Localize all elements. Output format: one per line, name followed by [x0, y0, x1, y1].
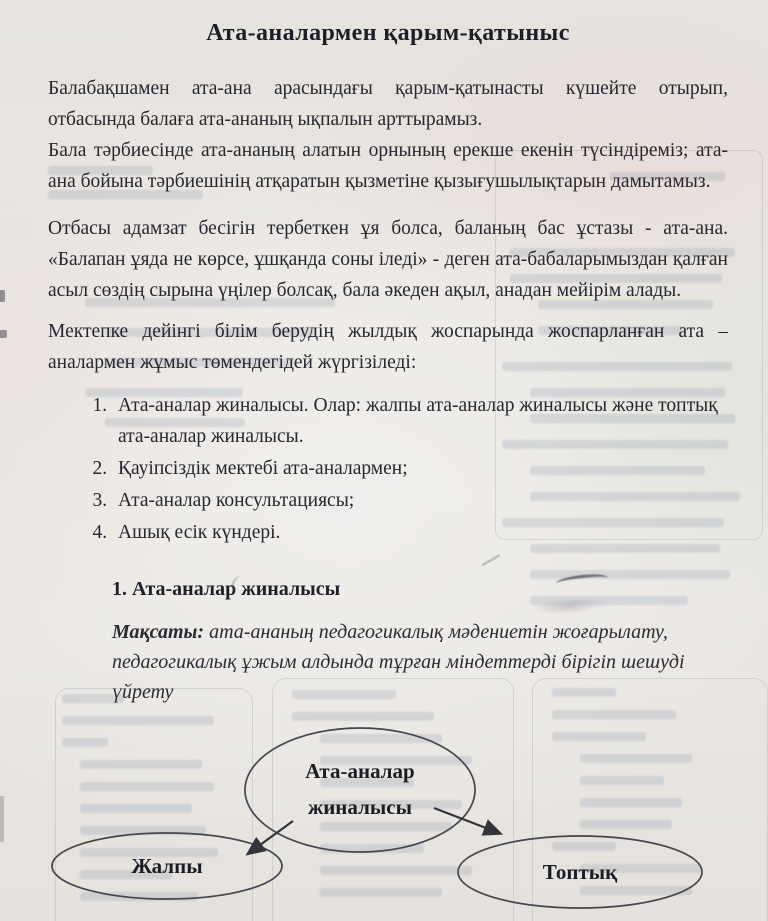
list-item-text: Ашық есік күндері. [118, 522, 281, 543]
ghost-text-line [580, 820, 672, 829]
goal-text: ата-ананың педагогикалық мәдениетін жоғарылату, педагогикалық ұжым алдында тұрған міндеттерді бірігіп шешуді үйрету [112, 621, 685, 703]
list-item [112, 517, 728, 548]
goal-paragraph [112, 617, 704, 707]
scan-edge-artifact [0, 330, 7, 338]
ghost-text-line [580, 798, 682, 807]
list-item [112, 485, 728, 516]
ghost-text-line [62, 738, 108, 747]
ghost-text-line [552, 732, 646, 741]
ghost-text-line [292, 712, 434, 721]
ghost-text-line [80, 826, 206, 835]
ghost-text-line [80, 782, 214, 791]
ghost-text-line [80, 760, 202, 769]
ghost-text-line [320, 734, 442, 743]
diagram-root-label: Ата-аналар жиналысы [305, 759, 415, 819]
ghost-text-line [552, 842, 616, 851]
paragraph-intro: Балабақшамен ата-ана арасындағы қарым-қатынасты күшейте отырып, отбасында балаға ата-ананың ықпалын арттырамыз. [48, 78, 728, 130]
paragraph-plan: Мектепке дейінгі білім берудің жылдық жоспарында жоспарланған ата – аналармен жұмыс төмендегідей жүргізіледі: [48, 321, 728, 373]
ghost-text-line [580, 754, 692, 763]
scan-edge-artifact [0, 796, 4, 842]
list-item-text: Ата-аналар жиналысы. Олар: жалпы ата-аналар жиналысы және топтық ата-аналар жиналысы. [118, 395, 718, 447]
scan-edge-artifact [0, 290, 5, 302]
list-item-text: Қауіпсіздік мектебі ата-аналармен; [118, 458, 408, 479]
diagram-right-label: Топтық [542, 860, 618, 884]
ghost-text-line [80, 892, 198, 901]
ghost-text-line [80, 804, 192, 813]
page-title: Ата-аналармен қарым-қатыныс [206, 20, 570, 46]
ghost-text-line [580, 776, 664, 785]
ghost-text-line [320, 866, 472, 875]
ghost-text-line [62, 716, 214, 725]
list-item [112, 390, 728, 452]
work-forms-list [48, 390, 728, 548]
ghost-text-line [320, 888, 442, 897]
section-heading: 1. Ата-аналар жиналысы [112, 578, 341, 600]
paragraph-proverb: Отбасы адамзат бесігін тербеткен ұя болса, баланың бас ұстазы - ата-ана. «Балапан ұяда не көрсе, ұшқанда соны іледі» - деген ата-бабаларымыздан қалған асыл сөздің сырына үңілер болсақ, бала әкеден ақыл, анадан мейірім алады. [48, 218, 728, 301]
ghost-text-line [320, 844, 424, 853]
diagram-left-label: Жалпы [131, 854, 203, 878]
ghost-text-line [552, 710, 676, 719]
paragraph-upbringing: Бала тәрбиесінде ата-ананың алатын орнының ерекше екенін түсіндіреміз; ата-ана бойына тәрбиешінің атқаратын қызметіне қызығушылықтарын дамытамыз. [48, 140, 728, 192]
goal-label: Мақсаты: [112, 621, 205, 643]
list-item [112, 453, 728, 484]
list-item-text: Ата-аналар консультациясы; [118, 490, 355, 511]
